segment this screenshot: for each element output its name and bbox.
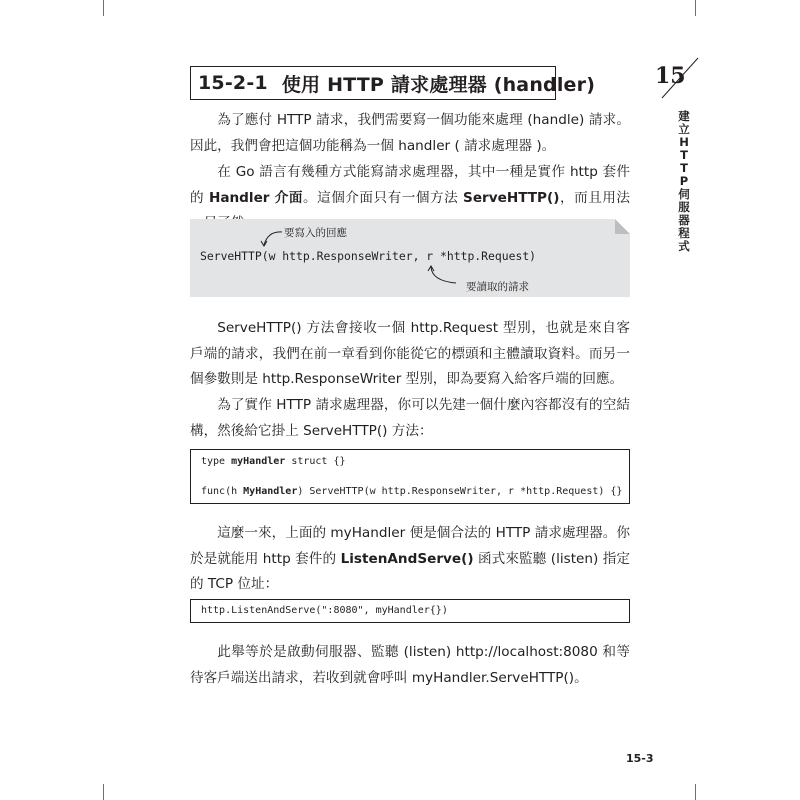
code-text: func(h (201, 486, 244, 497)
section-heading (190, 66, 596, 100)
page-number: 15-3 (626, 752, 654, 765)
paragraph-summary: 此舉等於是啟動伺服器、監聽 (listen) http://localhost:8080 和等待客戶端送出請求，若收到就會呼叫 myHandler.ServeHTTP()。 (190, 644, 630, 686)
code-text: ) ServeHTTP(w http.ResponseWriter, r *http.Request) {} (297, 486, 623, 497)
paragraph-struct: 為了實作 HTTP 請求處理器，你可以先建一個什麼內容都沒有的空結構，然後給它掛上 ServeHTTP() 方法： (190, 397, 630, 439)
code-line (201, 456, 346, 467)
paragraph-intro: 為了應付 HTTP 請求，我們需要寫一個功能來處理 (handle) 請求。因此，我們會把這個功能稱為一個 handler ( 請求處理器 )。 (190, 112, 630, 154)
code-text: struct {} (285, 456, 346, 467)
paragraph-servehttp: ServeHTTP() 方法會接收一個 http.Request 型別，也就是來自客戶端的請求，我們在前一章看到你能從它的標頭和主體讀取資料。而另一個參數則是 http.ResponseWriter 型別，即為要寫入給客戶端的回應。 (190, 320, 630, 387)
paragraph-text: 函式來監聽 (listen) 指定的 TCP 位址： (190, 550, 630, 592)
code-identifier: myHandler (231, 456, 286, 467)
crop-mark (103, 784, 104, 800)
code-figure (190, 219, 630, 297)
chapter-number: 15 (655, 63, 686, 89)
code-line: http.ListenAndServe(":8080", myHandler{}) (201, 605, 448, 616)
arrow-icon (256, 229, 286, 249)
annotation-response: 要寫入的回應 (284, 227, 347, 239)
crop-mark (695, 784, 696, 800)
chapter-title: 建立HTTP伺服器程式 (678, 109, 690, 253)
section-title: 使用 HTTP 請求處理器 (handler) (281, 73, 596, 96)
figure-code: ServeHTTP(w http.ResponseWriter, r *http.Request) (200, 249, 537, 263)
paragraph-text: 在 Go 語言有幾種方式能寫請求處理器，其中一種是實作 http 套件的 (190, 164, 630, 206)
paragraph-text: 。這個介面只有一個方法 (302, 189, 464, 206)
paragraph-text: ，而且用法 (559, 189, 631, 206)
crop-mark (103, 0, 104, 16)
annotation-request: 要讀取的請求 (466, 281, 529, 293)
code-keyword: type (201, 456, 232, 467)
crop-mark (695, 0, 696, 16)
bold-term: ServeHTTP() (463, 189, 560, 206)
code-line (201, 486, 622, 497)
page-fold-corner (615, 219, 630, 234)
paragraph-listen (190, 521, 630, 598)
paragraph-text: 這麼一來，上面的 myHandler 便是個合法的 HTTP 請求處理器。你於是就能用 http 套件的 (190, 525, 630, 567)
code-block (190, 599, 630, 623)
bold-term: Handler 介面 (208, 189, 303, 206)
bold-term: ListenAndServe() (340, 550, 474, 567)
code-identifier: MyHandler (243, 486, 298, 497)
code-block (190, 449, 630, 504)
arrow-icon (426, 263, 460, 285)
section-number: 15-2-1 (198, 72, 268, 94)
